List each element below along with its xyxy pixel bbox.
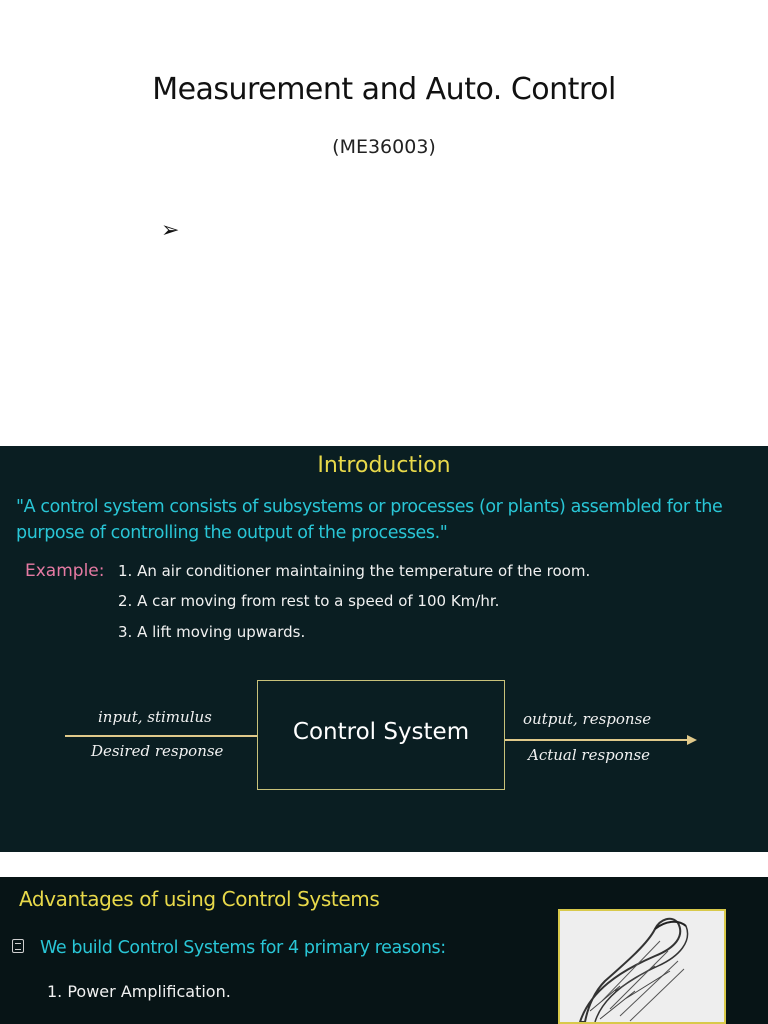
wireframe-illustration-icon (560, 911, 724, 1022)
example-item: 2. A car moving from rest to a speed of 100 Km/hr. (118, 592, 500, 610)
advantages-slide (0, 877, 768, 1024)
advantage-item: 1. Power Amplification. (47, 982, 231, 1001)
intro-heading: Introduction (317, 453, 451, 478)
control-system-box (257, 680, 505, 790)
actual-response-label: Actual response (528, 746, 651, 764)
desired-response-label: Desired response (91, 742, 224, 760)
notebook-icon (12, 939, 24, 953)
bullet-arrow-icon: ➢ (161, 218, 180, 243)
output-arrow-head-icon (687, 735, 697, 745)
output-arrow-line (505, 739, 687, 741)
input-arrow-line (65, 735, 257, 737)
robotic-structure-image (558, 909, 726, 1024)
advantages-heading: Advantages of using Control Systems (19, 887, 380, 911)
control-system-label: Control System (292, 719, 470, 745)
example-label: Example: (25, 561, 105, 581)
intro-quote: "A control system consists of subsystems or processes (or plants) assembled for the purpose of controlling the output of the processes." (16, 497, 723, 543)
example-item: 3. A lift moving upwards. (118, 623, 306, 641)
input-stimulus-label: input, stimulus (98, 708, 212, 726)
page-title: Measurement and Auto. Control (152, 72, 616, 107)
output-response-label: output, response (523, 710, 652, 728)
example-item: 1. An air conditioner maintaining the temperature of the room. (118, 562, 591, 580)
advantages-reason: We build Control Systems for 4 primary reasons: (40, 938, 446, 958)
course-code: (ME36003) (332, 136, 436, 158)
title-slide (0, 0, 768, 446)
intro-slide (0, 446, 768, 852)
